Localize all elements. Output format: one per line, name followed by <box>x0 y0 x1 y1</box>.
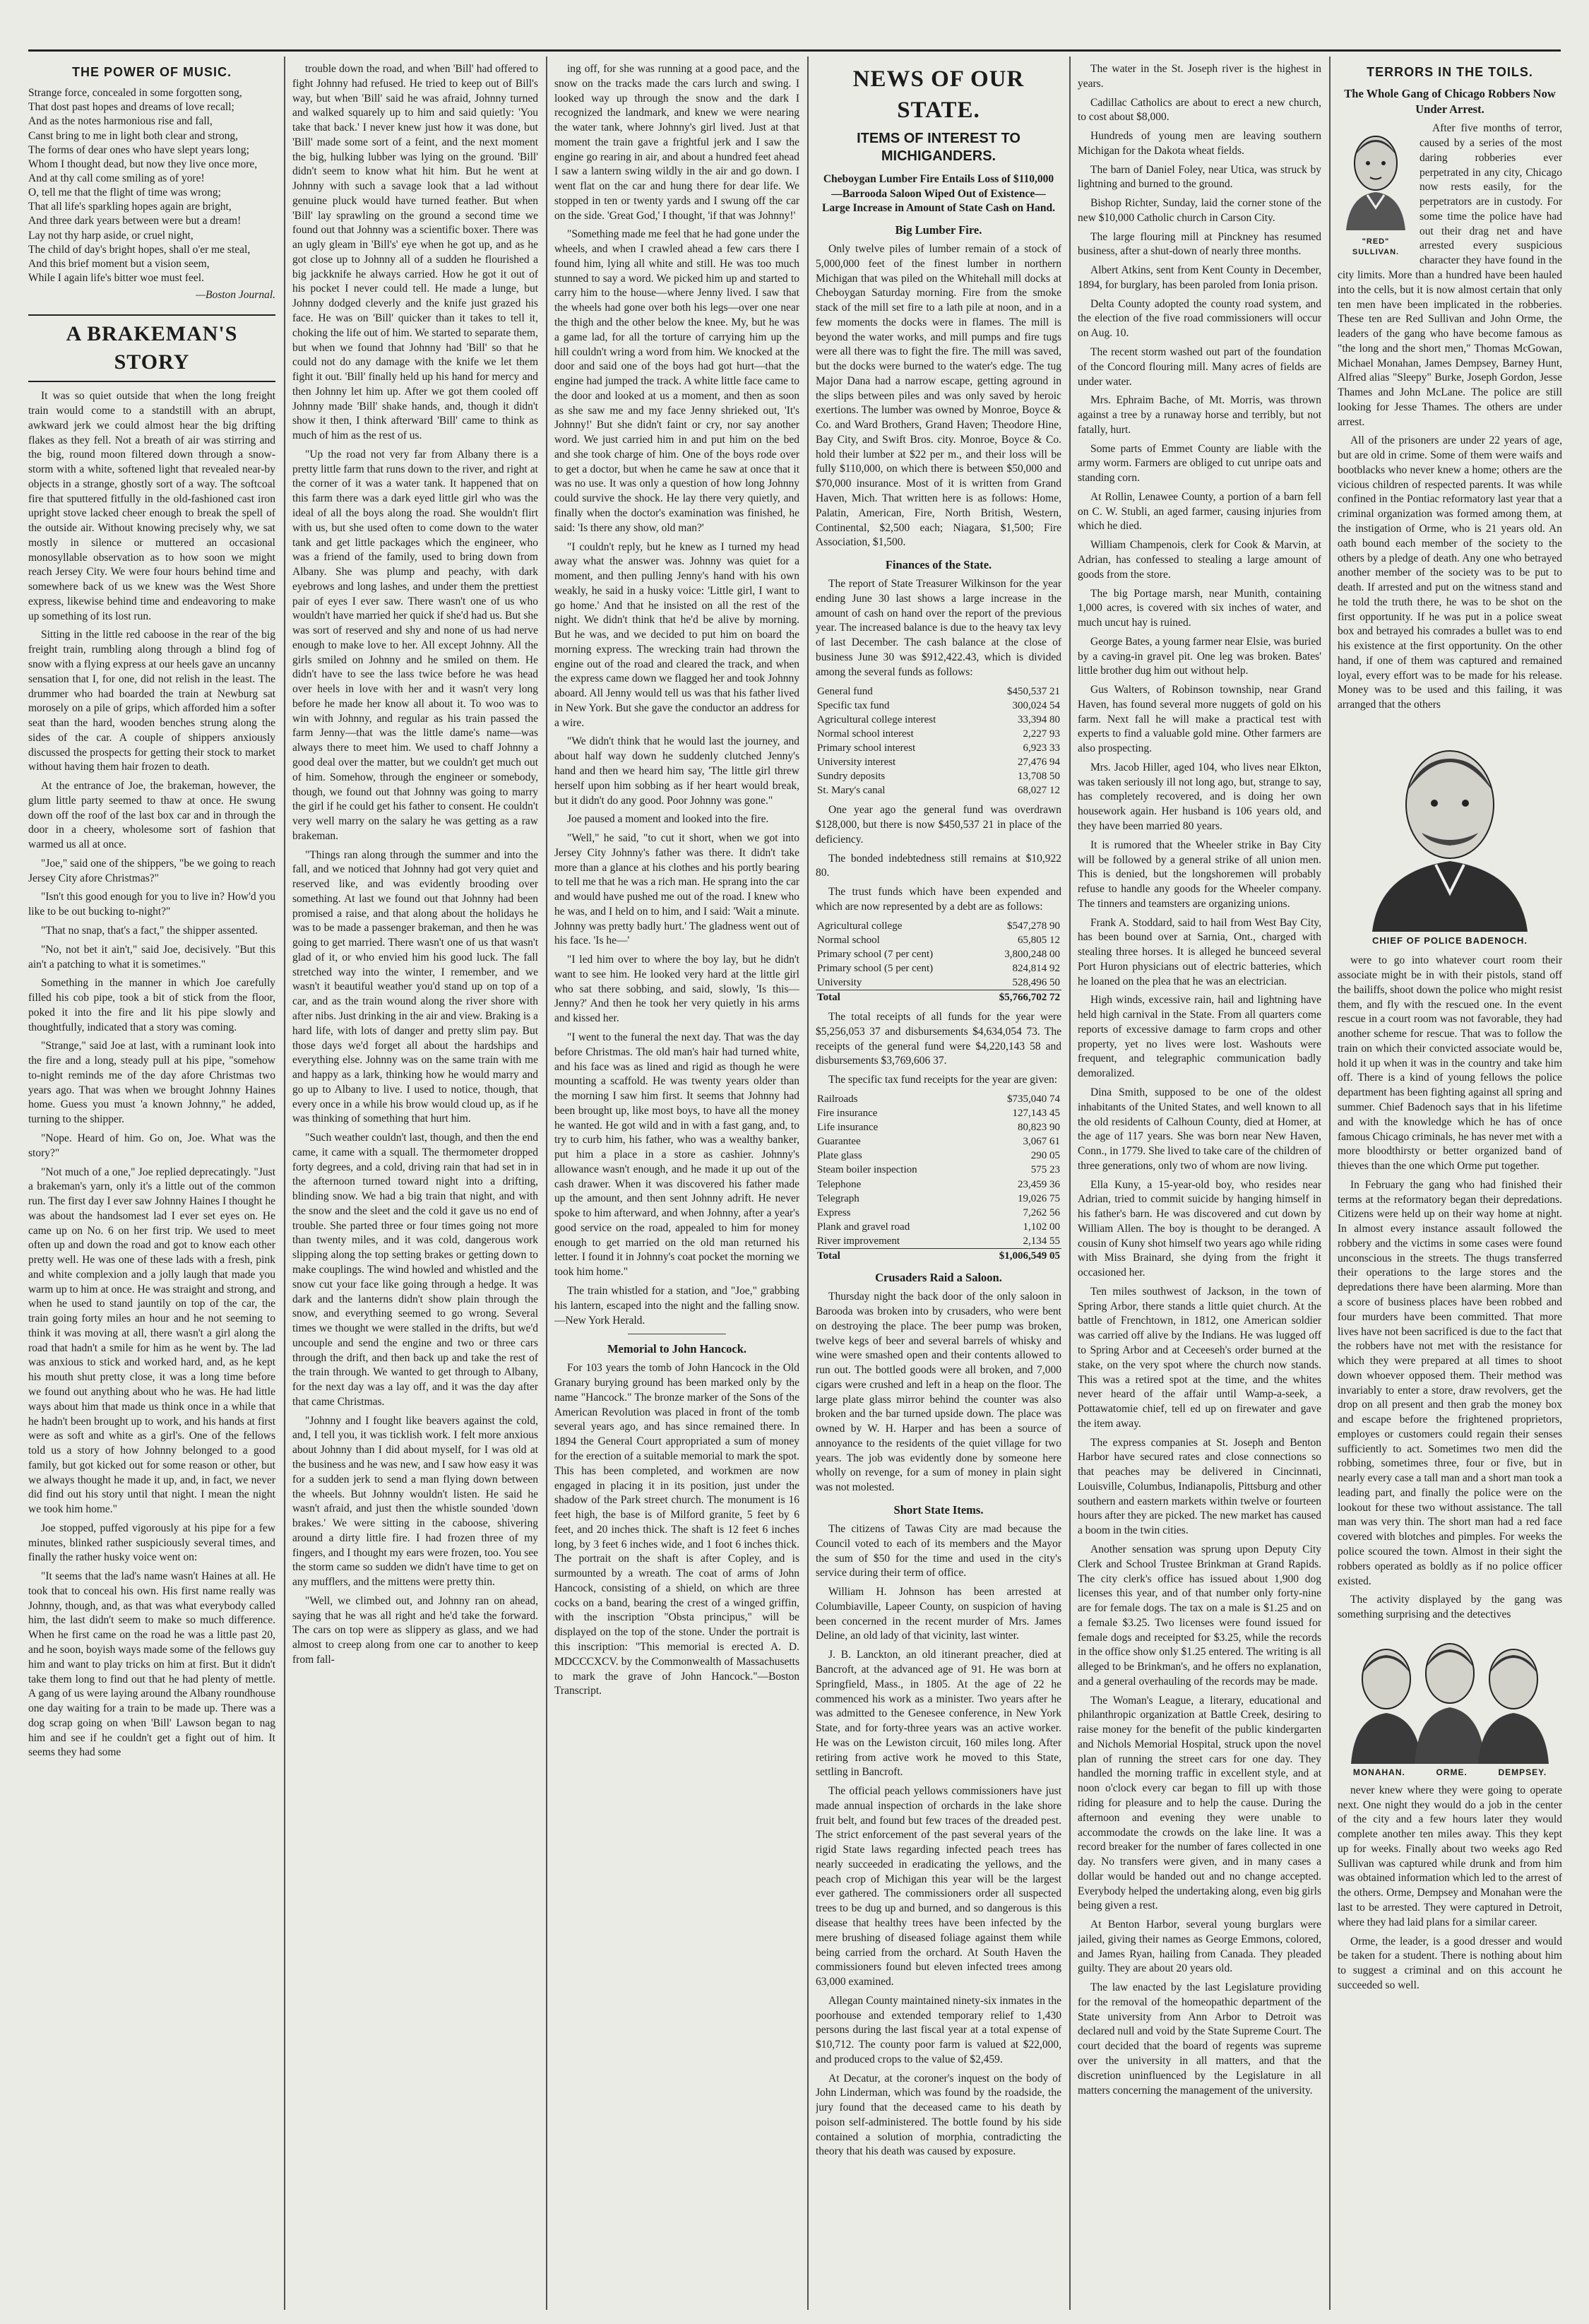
news-paragraph: never knew where they were going to operate next. One night they would do a job in the center of the city and a few hours later they would complete another ten miles away. This they kept up for weeks. Finally about two weeks ago Red Sullivan was captured while drunk and from him was obtained information which led to the arrest of the others. Orme, Dempsey and Monahan were the last to be arrested. They were captured in Detroit, where they had laid plans for a similar career. <box>1338 1784 1562 1928</box>
story-paragraph: Joe stopped, puffed vigorously at his pipe for a few minutes, blinked rather suspiciously several times, and finally the rather husky voice went on: <box>28 1522 275 1564</box>
news-item: J. B. Lanckton, an old itinerant preacher, died at Bancroft, at the advanced age of 91. He was born at Springfield, Mass., in 1805. At the age of 22 he commenced his work as a minister. Two years after he was admitted to the Genesee conference, in New York State, and for forty-three years was an active worker. He was on the Lewiston circuit, 160 miles long. After retiring from active work he moved to this State, settling in Bancroft. <box>816 1649 1061 1779</box>
news-item: The recent storm washed out part of the foundation of the Concord flouring mill. Many acres of fields are under water. <box>1078 346 1321 388</box>
table-row <box>816 1149 1061 1163</box>
story-paragraph: "No, not bet it ain't," said Joe, decisively. "But this ain't a patching to what it is sometimes." <box>28 943 275 971</box>
total-row <box>816 990 1061 1005</box>
terrors-article-end <box>1338 1784 1562 1993</box>
table-row <box>816 755 1061 769</box>
story-paragraph: "That no snap, that's a fact," the shipper assented. <box>41 925 258 937</box>
news-paragraph: Orme, the leader, is a good dresser and would be taken for a student. There is nothing about him to suggest a criminal and on this account he succeeded so well. <box>1338 1935 1562 1991</box>
table-row <box>816 713 1061 727</box>
story-paragraph: "Johnny and I fought like beavers against the cold, and, I tell you, it was ticklish work. I felt more anxious about Johnny than I did about myself, for I was old at the business and he was new, and I saw how easy it was for a sudden jerk to send a man flying down between the wheels. But Johnny wouldn't listen. He said he wasn't afraid, and just then the whistle sounded 'down brakes.' We were sitting in the caboose, shivering around a dirty little fire. I had frozen three of my fingers, and I thought my ears were frozen, too. You see the storm came so sudden we didn't have time to get on any mufflers, and the mittens were pretty thin. <box>292 1414 538 1589</box>
story-paragraph: It was so quiet outside that when the long freight train would come to a standstill with an abrupt, awkward jerk we could almost hear the big drifting flakes as they fell. Not a breath of air was stirring and the big, round moon filtered down through a snow-storm with a white, softened light that revealed near-by objects in a strange, ghostly sort of a way. The softcoal fire that sputtered fitfully in the old-fashioned cast iron upright stove lacked cheer enough to break the spell of the outside air. Without knowing precisely why, we sat mostly in silence or muttered an occasional monosyllable observation as to how soon we might reach Jersey City. We were four hours behind time and somewhere back of us we knew was the West Shore express, likewise behind time and endeavoring to make up something of its lost run. <box>28 390 275 622</box>
news-paragraph: All of the prisoners are under 22 years of age, but are old in crime. Some of them were waifs and bootblacks who never knew a home; others are the vicious children of respected parents. It was while confined in the Pontiac reformatory last year that a criminal organization was formed among them, at the instigation of Orme, who is 21 years old. An oath bound each member of the society to the others by a pledge of death. Any one who betrayed another member of the society was to be put to death. If arrested and put on the witness stand and he told the truth there, he was to be shot on the first opportunity. If he was put in a police sweat box and betrayed his comrades a bullet was to end his existence at the first opportunity. On the other hand, if one of them was captured and remained loyal, every effort was to be made for his release. Money was to be used and this failing, it was arranged that the others <box>1338 434 1562 711</box>
total-label: Total <box>816 990 975 1005</box>
saloon-article <box>816 1290 1061 1495</box>
row-label: Railroads <box>817 1093 858 1105</box>
story-paragraph: "Something made me feel that he had gone under the wheels, and when I crawled ahead a few cars there I found him, lying all white and still. He was too much stunned to say a word. We picked him up and started to carry him to the house—where Jenny lived. I saw that the wheels had gone over both his legs—over one near the thigh and the other below the knee. My, but he was a game lad, for all the torture of carrying him up the hill couldn't wring a word from him. We knocked at the door and said one of the boys had got hurt—that the engine had jumped the track. A white little face came to the door and looked at us a moment, and then as soon as she saw me and my face Jenny shrieked out, 'It's Johnny!' But she didn't faint or cry, nor say another word. We just carried him in and put him on the bed and she took charge of him. One of the boys rode over to get a doctor, but when he came he saw at once that it was no use. It was only a question of how long Johnny could survive the shock. He lay there very quietly, and finally when the doctor's examination was finished, he said: 'Is there any show, old man?' <box>554 228 799 534</box>
news-item: Albert Atkins, sent from Kent County in December, 1894, for burglary, has been paroled from Ionia prison. <box>1078 264 1321 291</box>
row-label: Normal school interest <box>817 728 914 740</box>
news-item: It is rumored that the Wheeler strike in Bay City will be followed by a general strike of all union men. This is denied, but the longshoremen will probably refuse to handle any goods for the Wheeler company. The tinners and teamsters are organizing unions. <box>1078 838 1321 910</box>
hancock-article <box>554 1361 799 1699</box>
row-label: Normal school <box>817 934 880 946</box>
poem-line: And as the notes harmonious rise and fall, <box>28 115 213 128</box>
row-label: Agricultural college interest <box>817 713 936 725</box>
row-label: Primary school (7 per cent) <box>817 948 934 960</box>
story-paragraph: "I led him over to where the boy lay, but he didn't want to see him. He looked very hard at the little girl who sat there sobbing, and said, slowly, 'Is this—Jenny?' And then he took her very quietly in his arms and kissed her. <box>554 954 799 1025</box>
row-value: 6,923 33 <box>1023 742 1060 754</box>
column-divider <box>807 57 809 2310</box>
row-value: 19,026 75 <box>1018 1192 1060 1204</box>
table-row <box>816 1206 1061 1220</box>
row-label: University <box>817 977 862 988</box>
finance-intro: The report of State Treasurer Wilkinson for the year ending June 30 last shows a large increase in the amount of cash on hand over the report of the previous year. The increased balance is due to the heavy tax levy of last December. The cash balance at the close of business June 30 was $912,422.43, which is divided among the several funds as follows: <box>816 578 1061 678</box>
news-item: William H. Johnson has been arrested at Columbiaville, Lapeer County, on suspicion of having been concerned in the recent murder of Mrs. James Deline, an old lady of that vicinity, last winter. <box>816 1586 1061 1642</box>
row-value: 27,476 94 <box>1018 756 1060 768</box>
news-item: Ella Kuny, a 15-year-old boy, who resides near Adrian, tried to commit suicide by hanging himself in his father's barn. He was discovered and cut down by William Allen. The boy is thought to be deranged. A cousin of Kuny shot himself two years ago while riding with Miss Brainard, she dying from the fright it occasioned her. <box>1078 1178 1321 1279</box>
table-row <box>816 699 1061 713</box>
sullivan-portrait-box <box>1338 124 1414 264</box>
short-items <box>816 1522 1061 2159</box>
row-value: 80,823 90 <box>1018 1122 1060 1134</box>
poem-line: That all life's sparkling hopes again are bright, <box>28 201 232 213</box>
news-item: At Rollin, Lenawee County, a portion of a barn fell on C. W. Stubli, an aged farmer, causing injuries from which he died. <box>1078 490 1321 533</box>
news-item: Another sensation was sprung upon Deputy City Clerk and School Trustee Brinkman at Grand Rapids. The city clerk's office has issued about 1,900 dog licenses this year, and of that number only forty-nine are for female dogs. The tax on a male is $1.25 and on a female $3.25. Two licenses were found issued for female dogs and receipted for $3.25, while the records in the office show only $1.25 entered. The writing is all alleged to be Brinkman's, and he offers no explanation, and a general overhauling of the records may be made. <box>1078 1543 1321 1688</box>
row-label: Telephone <box>817 1178 862 1190</box>
news-item: The express companies at St. Joseph and Benton Harbor have secured rates and close connections so that peaches may be delivered in Cincinnati, Louisville, Columbus, Indianapolis, Pittsburg and other southern and eastern markets within twelve or fourteen hours after they are picked. The new market has caused a boom in the twin cities. <box>1078 1436 1321 1537</box>
news-item: William Champenois, clerk for Cook & Marvin, at Adrian, has confessed to stealing a large amount of goods from the store. <box>1078 539 1321 581</box>
poem-credit: —Boston Journal. <box>196 289 275 302</box>
table-row <box>816 1192 1061 1206</box>
row-label: Fire insurance <box>817 1108 878 1120</box>
poem-line: Lay not thy harp aside, or cruel night, <box>28 229 194 242</box>
story-paragraph: The train whistled for a station, and "Joe," grabbing his lantern, escaped into the night and the falling snow.—New York Herald. <box>554 1285 799 1327</box>
news-item: At Decatur, at the coroner's inquest on the body of John Linderman, which was found by the roadside, the jury found that the deceased came to his death by poison self-administered. The bottle found by his side contained a solution of morphia, contradicting the theory that his death was caused by exposure. <box>816 2072 1061 2158</box>
column-divider <box>546 57 547 2310</box>
column-divider <box>284 57 285 2310</box>
trio-portrait <box>1344 1630 1556 1764</box>
top-rule <box>28 49 1561 52</box>
story-paragraph: At the entrance of Joe, the brakeman, however, the glum little party seemed to thaw at once. He swung down off the roof of the last box car and in through the door in a cheery, wholesome sort of fashion that warmed us all at once. <box>28 780 275 851</box>
table-row <box>816 769 1061 783</box>
table-row <box>816 1163 1061 1177</box>
total-row <box>816 1249 1061 1264</box>
column-2 <box>292 62 538 2308</box>
poem-body <box>28 86 275 285</box>
story-paragraph: Joe paused a moment and looked into the fire. <box>567 813 769 826</box>
lumber-fire-article <box>816 242 1061 550</box>
row-label: River improvement <box>817 1235 900 1247</box>
story-paragraph: "It seems that the lad's name wasn't Haines at all. He took that to conceal his own. His first name really was Johnny, though, and, as that was what everybody called him, the last didn't seem to make so much difference. When he first came on the road he was a little past 20, and he soon, boyish ways made some of the fellows guy him and want to play tricks on him at first. But it didn't take them long to find out that he had plenty of mettle. A gang of us were laying around the Albany roundhouse one day waiting for a train to be made up. There was a dog scrap going on when 'Bill' Lawson began to nag him and see if he couldn't get a fight out of him. It seems they had some <box>28 1570 275 1759</box>
row-label: St. Mary's canal <box>817 785 886 797</box>
badenoch-caption: CHIEF OF POLICE BADENOCH. <box>1371 935 1528 946</box>
row-value: 2,227 93 <box>1023 728 1060 740</box>
story-paragraph: "Such weather couldn't last, though, and then the end came, it came with a squall. The thermometer dropped forty degrees, and a cold, driving rain that had set in in the afternoon turned toward night into a drifting, blinding snow. We had a big train that night, and with the snow and the sleet and the cold it gave us no end of trouble. She parted three or four times going not more than twenty miles, and it was cold, dangerous work slipping along the top setting brakes or getting down to make couplings. The wind howled and whistled and the snow cut your face like going through a hedge. It was dark and the lanterns didn't show plain through the snow, and everything seemed to go wrong. Several times we thought we were stalled in the drifts, but we'd uncouple and send the engine and two or three cars through the drift, and then back up and take the rest of the train through. We wanted to get through to Albany, for the next day was a lay off, and it was the day after that came Christmas. <box>292 1132 538 1408</box>
poem-line: Strange force, concealed in some forgotten song, <box>28 87 242 100</box>
row-value: 528,496 50 <box>1012 977 1060 988</box>
story-paragraph: ing off, for she was running at a good pace, and the snow on the tracks made the cars lurch and swing. I looked way up through the snow and the dark I recognized the landmark, and knew we were nearing the water tank, where Johnny's girl lived. Just at that moment the train gave a frightful jerk and I saw the engine go rearing in air, and about a hundred feet ahead I saw a lantern swing wildly in the air and go down. I went flat on the car and hung there for dear life. We stopped in ten or twenty yards and I swung off the car on the side. 'Great God,' I thought, 'if that was Johnny!' <box>554 63 799 222</box>
row-label: Plate glass <box>817 1150 862 1162</box>
poem-line: Whom I thought dead, but now they live once more, <box>28 158 258 170</box>
poem-line: And at thy call come smiling as of yore! <box>28 172 205 184</box>
news-item: The barn of Daniel Foley, near Utica, was struck by lightning and burned to the ground. <box>1078 163 1321 191</box>
funds-table <box>816 684 1061 798</box>
story-paragraph: "Not much of a one," Joe replied deprecatingly. "Just a brakeman's yarn, only it's a little out of the common run. The first day I ever saw Johnny Haines I thought he was about the handsomest lad I ever set eyes on. He came up on No. 6 on her first trip. We used to meet often up and down the road and got to know each other pretty well. He was one of these lads with a fresh, pink and white complexion and a jolly laugh that made you warm up to him at once. He was straight and strong, and when he used to stand jauntily on top of the car, the train going forty miles an hour and he not seeming to think it was moving at all, there wasn't a girl along the road that hadn't a smile for him as he went by. The lad was anxious to stick and worked hard, and, as he kept his mouth shut pretty close, it was a long time before we found out anything about who he was. He had little ways about him that made us think once in a while that he hadn't been brought up to work, and his hands at first were as soft and white as a girl's. One of the fellows told us a story of how Johnny belonged to a good family, but got kicked out for some reason or other, but we always thought he made it up, and, in fact, we never did find out his story until that night. I mean the night we took him home." <box>28 1166 275 1516</box>
row-label: University interest <box>817 756 896 768</box>
news-item: At Benton Harbor, several young burglars were jailed, giving their names as George Emmons, colored, and James Ryan, hailing from Canada. They pleaded guilty. They are about 20 years old. <box>1078 1919 1321 1975</box>
row-value: 127,143 45 <box>1012 1108 1060 1120</box>
row-label: Plank and gravel road <box>817 1221 910 1233</box>
table-row <box>816 961 1061 976</box>
table-row <box>816 783 1061 798</box>
news-paragraph: Thursday night the back door of the only saloon in Barooda was broken into by crusaders, who were bent on destroying the place. The beer pump was broken, twelve kegs of beer and several barrels of whisky and wine were smashed open and their contents allowed to run out. The bottled goods were all broken, and 7,000 cigars were crushed and left in a heap on the floor. The large plate glass mirror behind the counter was also broken and the bar turned upside down. The place was owned by W. H. Harper and has been a source of annoyance to the residents of the quiet village for two years. The job was evidently done by someone here wholly on revenge, for a sum of money in plain sight was not molested. <box>816 1291 1061 1494</box>
row-value: 23,459 36 <box>1018 1178 1060 1190</box>
table-row <box>816 1178 1061 1192</box>
story-paragraph: "Joe," said one of the shippers, "be we going to reach Jersey City afore Christmas?" <box>28 857 275 884</box>
section-title: Finances of the State. <box>885 558 992 572</box>
section-title: Short State Items. <box>893 1502 984 1517</box>
trust-funds-table <box>816 919 1061 1005</box>
row-value: $450,537 21 <box>1007 685 1060 697</box>
row-value: 290 05 <box>1030 1150 1060 1162</box>
row-value: 3,800,248 00 <box>1004 948 1060 960</box>
story-paragraph: "Isn't this good enough for you to live in? How'd you like to be out bucking to-night?" <box>28 891 275 918</box>
news-paragraph: One year ago the general fund was overdrawn $128,000, but there is now $450,537 21 in place of the deficiency. <box>816 804 1061 846</box>
news-item: Ten miles southwest of Jackson, in the town of Spring Arbor, there stands a little quiet church. At the battle of Frenchtown, in 1812, one American soldier was carried off alive by the Indians. He was lugged off to Spring Arbor and at Ceceeseh's order burned at the stake, on the very spot where the church now stands. This was a retired spot at the time, and the whites never heard of the affair until Wamp-a-seek, a Pottawatomie chief, tell ed up on firewater and gave the item away. <box>1078 1285 1321 1430</box>
hancock-headline: Memorial to John Hancock. <box>607 1342 747 1356</box>
news-item: The large flouring mill at Pinckney has resumed business, after a shut-down of nearly three months. <box>1078 230 1321 258</box>
table-row <box>816 1234 1061 1249</box>
badenoch-portrait <box>1351 720 1549 932</box>
terrors-subheadline: The Whole Gang of Chicago Robbers Now Under Arrest. <box>1344 87 1556 117</box>
poem-title: THE POWER OF MUSIC. <box>72 65 232 79</box>
news-item: High winds, excessive rain, hail and lightning have held high carnival in the State. From all quarters come reports of excessive damage to farm crops and other property, yet no lives were lost. Washouts were frequent, and telegraphic communication badly demoralized. <box>1078 994 1321 1080</box>
table-row <box>816 1120 1061 1134</box>
specific-intro: The specific tax fund receipts for the year are given: <box>828 1074 1058 1086</box>
row-label: Express <box>817 1207 851 1219</box>
news-item: Bishop Richter, Sunday, laid the corner stone of the new $10,000 Catholic church in Carson City. <box>1078 197 1321 224</box>
section-title: Crusaders Raid a Saloon. <box>875 1271 1002 1285</box>
poem-line: While I again life's bitter woe must feel. <box>28 271 204 284</box>
table-row <box>816 933 1061 947</box>
news-paragraph: The bonded indebtedness still remains at $10,922 80. <box>816 852 1061 879</box>
row-label: Telegraph <box>817 1192 859 1204</box>
column-1 <box>28 62 275 2308</box>
news-paragraph: In February the gang who had finished their terms at the reformatory began their depredations. Citizens were held up on their way home at night. In almost every instance assault followed the robbery and the victims in some cases were found unconscious in the streets. The thugs transferred their operations to the large stores and the depredations there have been alarming. More than a score of business places have been robbed and four murders have been committed. That more lives have not been sacrificed is due to the fact that the robbers have not met with the resistance for which they were prepared at all times to shoot down whoever opposed them. Their method was invariably to enter a store, draw revolvers, get the drop on all present and then grab the money box and escape before the frightened proprietors, employes or customers could regain their senses sufficiently to act. Sometimes two men did the robbing, sometimes three, four or five, but in nearly every case a tall man and a short man took a leading part, and finally the police were on the lookout for these two without assistance. The tall man was very thin. The short man had a red face covered with blotches and pimples. For weeks the police scoured the town. Almost in their sight the robbers operated as boldly as if no police officer existed. <box>1338 1178 1562 1587</box>
story-paragraph: "I went to the funeral the next day. That was the day before Christmas. The old man's hair had turned white, and his face was as lined and rigid as though he were mounting a scaffold. He was twenty years older than the morning I saw him first. It seems that Johnny had been brought up, like most boys, to have all the money he wanted. He got wild and in with a fast gang, and, to try to curb him, his father, who was a wealthy banker, put him a place in a store as cashier. Johnny's allowance wasn't enough, and he made it up out of the cash drawer. When it was discovered his father made up the amount, and then sent Johnny adrift. He never spoke to him afterward, and when Johnny, after a year's good service on the road, appealed to him for money enough to get married on the old man returned his letter. I found it in Johnny's coat pocket the morning we took him home." <box>554 1031 799 1279</box>
orme-caption: ORME. <box>1436 1767 1468 1777</box>
poem-line: And three dark years between were but a dream! <box>28 215 242 227</box>
row-value: 13,708 50 <box>1018 771 1060 783</box>
column-4 <box>816 62 1061 2308</box>
story-paragraph: "Well, we climbed out, and Johnny ran on ahead, saying that he was all right and he'd take the forward. The cars on top were as slippery as glass, and we had almost to creep along from one car to another to keep from fall- <box>292 1594 538 1666</box>
news-item: The water in the St. Joseph river is the highest in years. <box>1078 63 1321 90</box>
row-value: 65,805 12 <box>1018 934 1060 946</box>
column-3 <box>554 62 799 2308</box>
story-paragraph: "We didn't think that he would last the journey, and about half way down he suddenly clutched Jenny's hand and then we heard him say, 'The little girl threw herself upon him sobbing as if her heart would break, but it didn't do any good. Poor Johnny was gone." <box>554 735 799 807</box>
row-value: $735,040 74 <box>1007 1093 1060 1105</box>
story-paragraph: "Up the road not very far from Albany there is a pretty little farm that runs down to the river, and right at the corner of it was a water tank. It happened that on this farm there was a dark eyed little girl who was the ideal of all the boys along the road. She wouldn't flirt with us, but she used often to come down to the water tank and get little packages which the engineer, who was a friend of the family, used to bring down from Albany. She was plump and peachy, with dark eyebrows and long lashes, and under them the prettiest pair of eyes I ever saw. There wasn't one of us who wouldn't have married her quick if she'd had us. But she was sort of reserved and shy and none of us had nerve enough to make love to her. All except Johnny. All the girls smiled on Johnny and he smiled on them. He didn't have to see the lass twice before he was head over heels in love with her and it wasn't very long before he made her know all about it. To woo was to win with Johnny, and regular as his train passed the farm Jenny—that was the little dame's name—was always there to meet him. We used to chaff Johnny a good deal over the matter, but we couldn't get much out of him. Somehow, through the engineer or somebody, though, we found out that Johnny was going to marry the girl if he could get his father to consent. He couldn't very well marry on the salary he was getting as a raw brakeman. <box>292 448 538 842</box>
section-title: Big Lumber Fire. <box>895 223 982 237</box>
terrors-article-continued <box>1338 954 1562 1622</box>
news-paragraph: were to go into whatever court room their associate might be in with their pistols, stand off the bailiffs, shoot down the police who might resist them, and fly with the rescued one. In the event rescue in a court room was not favorable, they had another scheme for rescue. That was to follow the train on which their convicted associate would be, hold it up when it was in the country and take him off. There is a kind of young fellows the police department has been fighting against all spring and summer. Chief Badenoch says that in his lifetime and with the knowledge which he has of once famous Chicago criminals, he has never met with a more bloodthirsty or better organized band of thieves than the one which Orme put together. <box>1338 954 1562 1173</box>
dempsey-caption: DEMPSEY. <box>1498 1767 1547 1777</box>
news-item: Delta County adopted the county road system, and the election of the five road commissioners will occur on Aug. 10. <box>1078 297 1321 340</box>
news-subheadline: ITEMS OF INTEREST TO MICHIGANDERS. <box>857 131 1020 165</box>
news-item: The big Portage marsh, near Munith, containing 1,000 acres, is covered with six inches of water, and much uncut hay is ruined. <box>1078 587 1321 629</box>
table-row <box>816 947 1061 961</box>
table-row <box>816 976 1061 990</box>
news-item: Dina Smith, supposed to be one of the oldest inhabitants of the United States, and well known to all the old residents of Calhoun County, died at Homer, at the age of 117 years. She was born near New Haven, Conn., in 1779. She lived to take care of the children of three generations, only two of whom are now living. <box>1078 1086 1321 1172</box>
row-value: 1,102 00 <box>1023 1221 1060 1233</box>
table-row <box>816 727 1061 741</box>
row-value: $547,278 90 <box>1007 920 1060 932</box>
row-value: 7,262 56 <box>1023 1207 1060 1219</box>
story-conclusion <box>554 62 799 1328</box>
news-item: George Bates, a young farmer near Elsie, was buried by a caving-in gravel pit. One leg was broken. Bates' little brother dug him out without help. <box>1078 635 1321 677</box>
table-row <box>816 919 1061 933</box>
column-5 <box>1078 62 1321 2308</box>
news-paragraph: The activity displayed by the gang was something surprising and the detectives <box>1338 1594 1562 1621</box>
row-label: Primary school interest <box>817 742 916 754</box>
story-paragraph: trouble down the road, and when 'Bill' had offered to fight Johnny had refused. He tried to keep out of Bill's way, but when 'Bill' said he was afraid, Johnny turned and walked squarely up to him and said quietly: 'You take that back.' I never knew just how it was done, but 'Bill' made some sort of a feint, and the next moment the big, hulking lubber was lying on the ground. 'Bill' didn't seem to know what hit him. But he went at Johnny with such a savage look that a lad without genuine pluck would have turned feather. But when 'Bill' lay sprawling on the ground a second time we found out that Johnny was a scientific boxer. There was an ugly gleam in 'Bill's' eye when he got up, and as he got close up to Johnny all of a sudden he flourished a big jackknife he always carried. How he got it out of his pocket I never could tell. He made a lunge, but Johnny dodged cleverly and the knife just grazed his face. He was on 'Bill' quicker than it takes to tell it, choking the life out of him. We started to separate them, but when we found that Johnny had 'Bill' so that he could not do any damage with the knife we let them fight it out. 'Bill' finally held up his hand for mercy and then Johnny let him up. After we got them cooled off Johnny made 'Bill' shake hands, and, though it didn't show it then, I think afterward 'Bill' came to think as much of him as the rest of us. <box>292 63 538 442</box>
poem-line: And this brief moment but a vision seem, <box>28 257 210 270</box>
row-value: 575 23 <box>1030 1164 1060 1176</box>
table-row <box>816 1106 1061 1120</box>
story-paragraph: Sitting in the little red caboose in the rear of the big freight train, rumbling along through a blind fog of snow with a flying express at our heels gave an uncanny sensation that I, for one, did not relish in the least. The drummer who had boarded the train at Newburg sat morosely on a pile of grips, which afforded him a softer seat than the hard, wooden benches strung along the sides of the car. A couple of shippers anxiously discussed the prospects for getting their stock to market without having them hair frozen to death. <box>28 629 275 773</box>
news-paragraph: The trust funds which have been expended and which are now represented by a debt are as follows: <box>816 886 1061 913</box>
specific-tax-table <box>816 1092 1061 1263</box>
news-item: Cadillac Catholics are about to erect a new church, to cost about $8,000. <box>1078 96 1321 124</box>
news-item: Gus Walters, of Robinson township, near Grand Haven, has found several more nuggets of gold on his farm. Next fall he will make a practical test with experts to find a valuable gold mine. Other farmers are also prospecting. <box>1078 684 1321 755</box>
trio-captions <box>1338 1767 1562 1778</box>
story-body <box>28 389 275 1760</box>
news-item: Mrs. Jacob Hiller, aged 104, who lives near Elkton, was taken seriously ill not long ago, but, strange to say, has completely recovered, and is doing her own housework again. Her husband is 106 years old, and they have been married 80 years. <box>1078 761 1321 832</box>
news-headline: NEWS OF OUR STATE. <box>852 66 1025 124</box>
column-divider <box>1069 57 1071 2310</box>
row-value: 300,024 54 <box>1012 699 1060 711</box>
row-label: Sundry deposits <box>817 771 886 783</box>
story-headline: A BRAKEMAN'S STORY <box>28 314 275 382</box>
table-row <box>816 1220 1061 1234</box>
poem-line: That dost past hopes and dreams of love recall; <box>28 101 234 114</box>
column-divider <box>1329 57 1331 2310</box>
sullivan-portrait <box>1339 124 1412 230</box>
news-item: The law enacted by the last Legislature providing for the removal of the homeopathic department of the State university from Ann Arbor to Detroit was declared null and void by the State Supreme Court. The court decided that the board of regents was supreme over the university in all matters, and that the discretion uninfluenced by the Legislature in all matters concerning the management of the university. <box>1078 1981 1321 2097</box>
sullivan-caption: "RED" SULLIVAN. <box>1352 237 1400 256</box>
total-value: $1,006,549 05 <box>968 1249 1061 1264</box>
news-paragraph: Only twelve piles of lumber remain of a stock of 5,000,000 feet of the finest lumber in northern Michigan that was piled on the Whitehall mill docks at Cheboygan Saturday morning. Fire from the smoke stack of the mill set fire to a lath pile at noon, and in a few moments the docks were in flames. The mill is beyond the water works, and mill pumps and fire tugs were all there was to fight the fire. The mill was saved, but the docks were burned to the water's edge. The tug Major Dana had a narrow escape, getting aground in the slips between piles and was only saved by heroic exertions. The lumber was owned by Monroe, Boyce & Co. and Ward Brothers, Grand Haven; Theodore Hine, Bay City, and Swift Bros. city. Monroe, Boyce & Co. hold their lumber at $22 per m., and their loss will be fully $110,000, on which there is between $50,000 and $70,000 insurance. Most of it is written from Grand Haven, Mich. That written here is as follows: Home, Palatin, American, Fire, North British, Western, Continental, $2,500 each; Niagara, $1,500; Fire Association, $1,500. <box>816 242 1061 549</box>
news-item: Some parts of Emmet County are liable with the army worm. Farmers are obliged to cut unripe oats and standing corn. <box>1078 442 1321 485</box>
total-label: Total <box>816 1249 968 1264</box>
row-label: Steam boiler inspection <box>817 1164 917 1176</box>
story-continued <box>292 62 538 1668</box>
row-label: Agricultural college <box>817 920 903 932</box>
row-value: 2,134 55 <box>1023 1235 1060 1247</box>
hancock-paragraph: For 103 years the tomb of John Hancock in the Old Granary burying ground has been marked only by the name "Hancock." The bronze marker of the Sons of the American Revolution was placed in front of the tomb several years ago, and has since remained there. In 1894 the General Court appropriated a sum of money for the erection of a suitable memorial to mark the spot. This has been completed, and workmen are now engaged in placing it in its position, just under the shadow of the Park street church. The monument is 16 feet high, the base is of Milford granite, 5 feet by 6 feet, and 20 inches thick. The shaft is 12 feet 6 inches long, by 3 feet 6 inches wide, and 1 foot 6 inches thick. The portrait on the shaft is after Copley, and is surmounted by a wreath. The coat of arms of John Hancock, consisting of a shield, on which are three cocks on a band, bearing the crest of a winged griffin, with the inscription "Obsta principus," will be displayed on the top of the stone. Under the portrait is this inscription: "This memorial is erected A. D. MDCCCXCV. by the Commonwealth of Massachusetts to mark the grave of John Hancock."—Boston Transcript. <box>554 1362 799 1697</box>
total-value: $5,766,702 72 <box>975 990 1061 1005</box>
news-item: Allegan County maintained ninety-six inmates in the poorhouse and extended temporary relief to 1,430 persons during the last fiscal year at a total expense of $10,712. The county poor farm is valued at $22,000, and produced crops to the value of $2,459. <box>816 1994 1061 2065</box>
row-value: 68,027 12 <box>1018 785 1060 797</box>
story-paragraph: "I couldn't reply, but he knew as I turned my head away what the answer was. Johnny was quiet for a moment, and then pulling Jenny's hand with his own weakly, he said in a husky voice: 'Little girl, I want to go home.' And that he insisted on all the rest of the night. We didn't think that he'd be alive by morning. But he was, and we decided to put him on board the morning express. The wrecking train had thrown the engine out of the road and cleared the track, and when the express came down we flagged her and took Johnny aboard. All Jenny would tell us was that his father lived in New York. But she gave the conductor an address for a wire. <box>554 540 799 729</box>
story-paragraph: "Well," he said, "to cut it short, when we got into Jersey City Johnny's father was there. It didn't take more than a glance at his clothes and his portly bearing to tell me that he was a rich man. He sprang into the car and would have pushed me out of the road. I knew who he was, and I held on to him, and I said: 'Wait a minute. Johnny was pretty badly hurt.' The gladness went out of his face. 'Is he—' <box>554 832 799 947</box>
news-item: The official peach yellows commissioners have just made annual inspection of orchards in the lake shore fruit belt, and found but few traces of the dreaded pest. The strict enforcement of the past several years of the rigid State laws regarding infected peach trees has nearly succeeded in eradicating the yellows, and the peach crop of Michigan this year will be the largest ever gathered. The commissioners order all suspected trees to be dug up and burned, and so dangerous is this disease that healthy trees have been infected by the mere brushing of diseased foliage against them while being carried from the orchard. At South Haven the commissioners found but eleven infected trees among 63,000 examined. <box>816 1785 1061 1988</box>
poem-line: Canst bring to me in light both clear and strong, <box>28 129 239 142</box>
poem-line: The forms of dear ones who have slept years long; <box>28 143 249 156</box>
news-item: Frank A. Stoddard, said to hail from West Bay City, has been bound over at Sarnia, Ont., charged with stealing three horses. It is alleged he bunceed several Port Huron physicians out of electric batteries, which he loaned on the plea that he was an electrician. <box>1078 916 1321 988</box>
state-items <box>1078 62 1321 2098</box>
story-paragraph: Something in the manner in which Joe carefully filled his cob pipe, took a bit of stick from the floor, poked it into the fire and lit his pipe slowly and thoughtfully, indicated that a story was coming. <box>28 977 275 1033</box>
row-value: 824,814 92 <box>1012 962 1060 974</box>
row-label: Life insurance <box>817 1122 879 1134</box>
row-label: Guarantee <box>817 1136 861 1148</box>
story-paragraph: "Nope. Heard of him. Go on, Joe. What was the story?" <box>28 1132 275 1159</box>
table-row <box>816 684 1061 699</box>
news-item: Hundreds of young men are leaving southern Michigan for the Dakota wheat fields. <box>1078 130 1321 157</box>
receipts-text: The total receipts of all funds for the year were $5,256,053 37 and disbursements $4,634,054 73. The receipts of the general fund were $4,220,143 58 and disbursements $3,769,606 37. <box>816 1011 1061 1067</box>
news-item: Mrs. Ephraim Bache, of Mt. Morris, was thrown against a tree by a runaway horse and terribly, but not fatally, hurt. <box>1078 394 1321 436</box>
poem-line: The child of day's bright hopes, shall o'er me steal, <box>28 243 251 256</box>
news-item: The Woman's League, a literary, educational and philanthropic organization at Battle Creek, desiring to raise money for the benefit of the public kindergarten and Nichols Memorial Hospital, struck upon the novel plan of running the street cars for one day. They handled the morning traffic in excellent style, and at noon o'clock every car began to fill up with those riding for pleasure and to help the cause. During the afternoon and evening they were unable to accommodate the crowds on the lake line. It was a record breaker for the number of fares collected in one day. No transfers were given, and in many cases a dollar would be handed out and no change accepted. Everybody helped the undertaking along, even big girls being given a rest. <box>1078 1694 1321 1912</box>
table-row <box>816 1134 1061 1149</box>
news-deck: Cheboygan Lumber Fire Entails Loss of $110,000—Barrooda Saloon Wiped Out of Existence—Large Increase in Amount of State Cash on Hand. <box>822 173 1055 214</box>
terrors-headline: TERRORS IN THE TOILS. <box>1367 65 1533 79</box>
row-label: Specific tax fund <box>817 699 890 711</box>
row-value: 3,067 61 <box>1023 1136 1060 1148</box>
table-row <box>816 1092 1061 1106</box>
row-label: Primary school (5 per cent) <box>817 962 934 974</box>
table-row <box>816 741 1061 755</box>
monahan-caption: MONAHAN. <box>1352 1767 1405 1777</box>
story-paragraph: "Strange," said Joe at last, with a ruminant look into the fire and a long, steady pull at his pipe, "somehow to-night reminds me of the day afore Christmas two years ago. That was when we brought Johnny Haines home. Guess you must 'a known Johnny," he added, turning to the shipper. <box>28 1040 275 1126</box>
finance-text <box>816 803 1061 914</box>
news-paragraph: After five months of terror, caused by a series of the most daring robberies ever perpetrated in any city, Chicago now rests easily, for the perpetrators are in custody. For some time the police have had out their drag net and have arrested every suspicious character they have found in the city limits. More than a hundred have been hauled into the cells, but it is now almost certain that only ten men have been implicated in the robberies. These ten are Red Sullivan and John Orme, the leaders of the gang who have become famous as "the long and the short men," Thomas McGowan, Michael Monahan, James Dempsey, Barney Hunt, Alfred alias "Sleepy" Burke, Joseph Gordon, Jesse Thames and John McLane. The police are still looking for Jesse Thames. The others are under arrest. <box>1338 122 1562 428</box>
story-paragraph: "Things ran along through the summer and into the fall, and we noticed that Johnny had got very quiet and reserved like, and was evidently brooding over something. At last we found out that Johnny had been promised a raise, and that along about the holidays he was to be made a passenger brakeman, and then he was going to get married. There wasn't one of us that wasn't glad of it, or who envied him his good luck. The fall stretched way into the winter, I remember, and we wasn't it beautiful weather you'd stand up on top of a car, and as the train wound along the river shore with after nibs. Just drinking in the air and view. Braking is a hard life, with lots of danger and pretty slim pay. But those days we'd forget all about the hardships and everything else. Johnny was on the same train with me and happy as a lark, thinking how he would marry and go up to Albany to live. I used to notice, though, that every once in a while his brow would cloud up, as if he was thinking of something that hurt him. <box>292 848 538 1125</box>
news-item: The citizens of Tawas City are mad because the Council voted to each of its members and the Mayor the sum of $50 for the time and used in the city's service during their term of office. <box>816 1523 1061 1579</box>
column-6 <box>1338 62 1562 2308</box>
row-value: 33,394 80 <box>1018 713 1060 725</box>
row-label: General fund <box>817 685 873 697</box>
poem-line: O, tell me that the flight of time was wrong; <box>28 186 221 199</box>
